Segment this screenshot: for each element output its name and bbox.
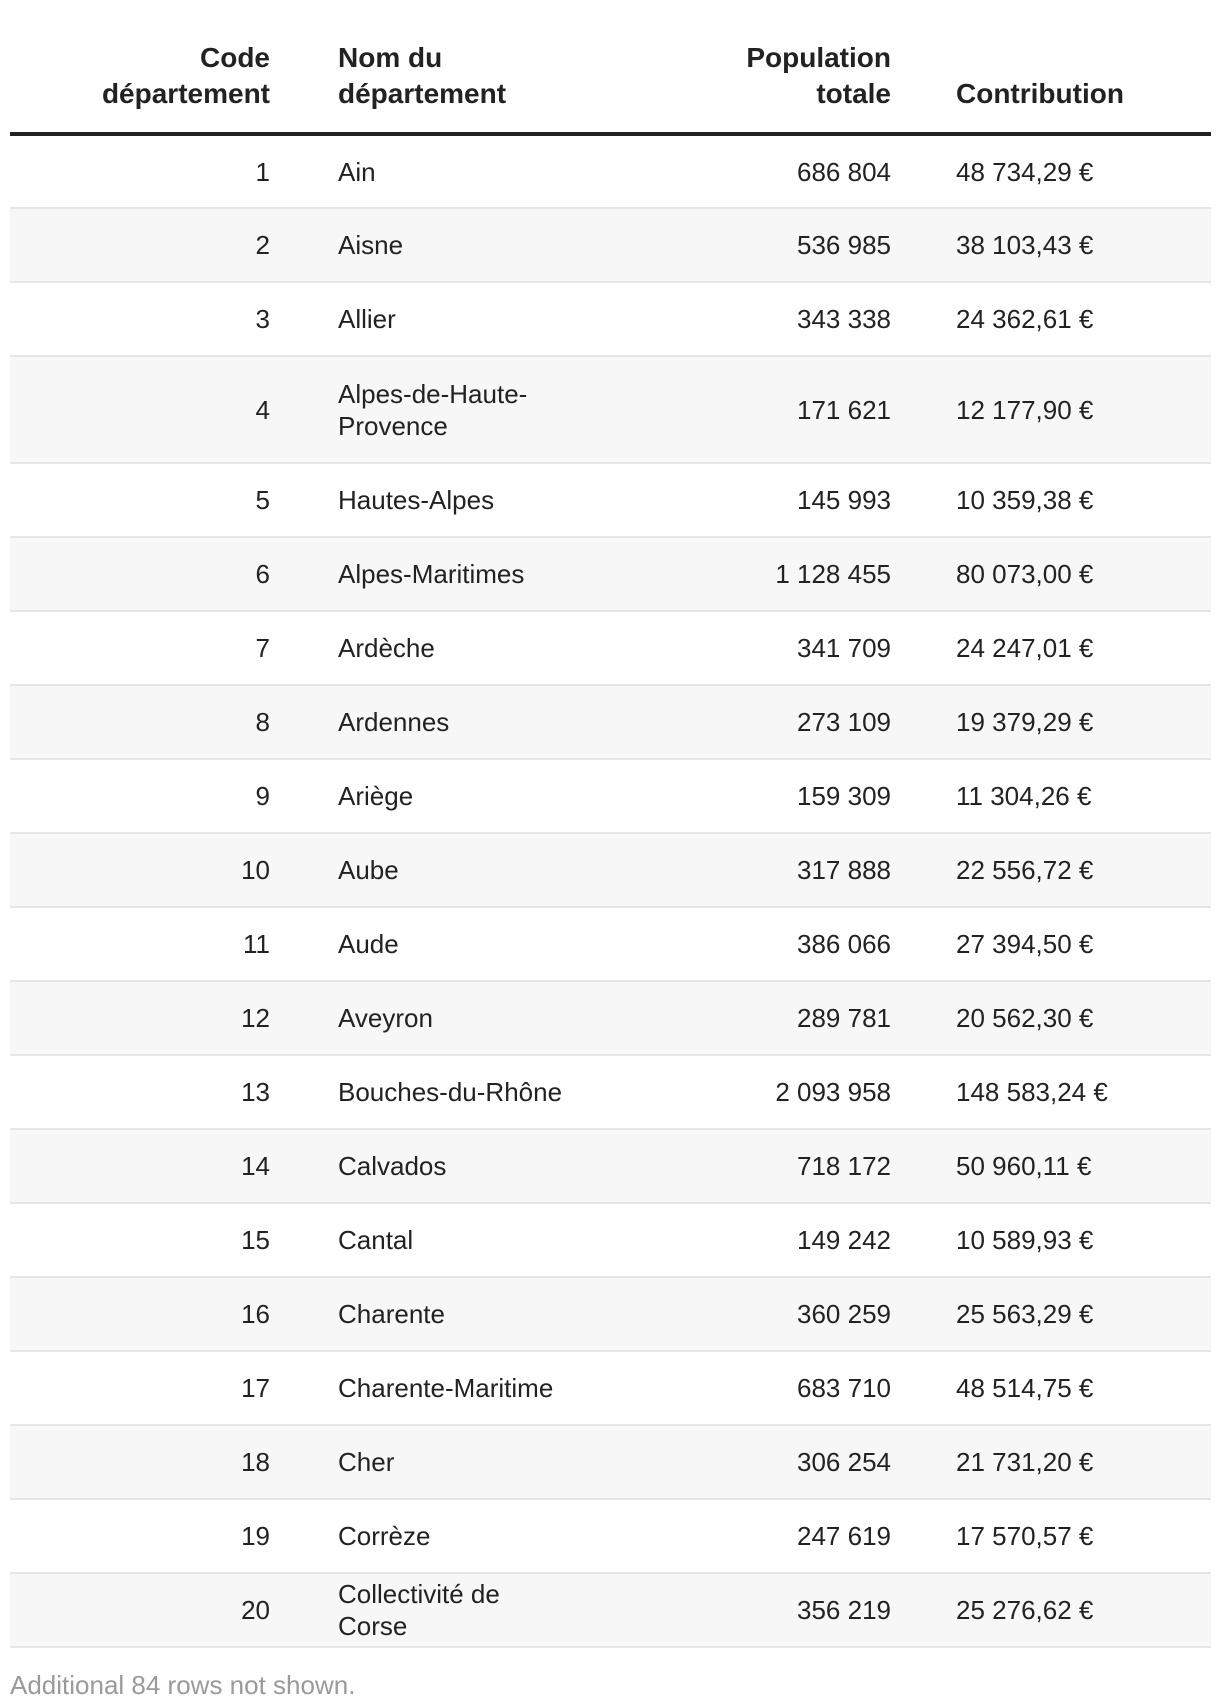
header-name [280, 0, 575, 134]
cell-contribution: 27 394,50 € [891, 907, 1211, 981]
cell-name: Hautes-Alpes [280, 463, 575, 537]
cell-code: 16 [10, 1277, 280, 1351]
cell-contribution: 10 359,38 € [891, 463, 1211, 537]
cell-code: 2 [10, 208, 280, 282]
table-row [10, 1425, 1211, 1499]
cell-name: Allier [280, 282, 575, 356]
table-row [10, 907, 1211, 981]
cell-name: Aveyron [280, 981, 575, 1055]
cell-population: 718 172 [575, 1129, 891, 1203]
data-table-container [10, 0, 1211, 1648]
table-row [10, 463, 1211, 537]
cell-name: Collectivité de Corse [280, 1573, 575, 1647]
cell-name: Ardèche [280, 611, 575, 685]
cell-contribution: 22 556,72 € [891, 833, 1211, 907]
departement-table [10, 0, 1211, 1648]
cell-code: 8 [10, 685, 280, 759]
cell-population: 360 259 [575, 1277, 891, 1351]
cell-code: 1 [10, 134, 280, 208]
header-name-line-2: département [338, 78, 507, 109]
table-row [10, 1203, 1211, 1277]
header-row [10, 0, 1211, 134]
table-row [10, 981, 1211, 1055]
table-row [10, 1499, 1211, 1573]
cell-contribution: 48 734,29 € [891, 134, 1211, 208]
cell-name: Ariège [280, 759, 575, 833]
cell-name: Alpes-Maritimes [280, 537, 575, 611]
cell-population: 1 128 455 [575, 537, 891, 611]
cell-contribution: 148 583,24 € [891, 1055, 1211, 1129]
cell-contribution: 10 589,93 € [891, 1203, 1211, 1277]
cell-contribution: 19 379,29 € [891, 685, 1211, 759]
cell-name: Charente [280, 1277, 575, 1351]
table-row [10, 537, 1211, 611]
cell-code: 9 [10, 759, 280, 833]
cell-contribution: 48 514,75 € [891, 1351, 1211, 1425]
cell-code: 5 [10, 463, 280, 537]
header-population-line-1: Population [746, 42, 891, 73]
cell-population: 386 066 [575, 907, 891, 981]
cell-name: Calvados [280, 1129, 575, 1203]
cell-contribution: 17 570,57 € [891, 1499, 1211, 1573]
cell-population: 2 093 958 [575, 1055, 891, 1129]
cell-population: 317 888 [575, 833, 891, 907]
cell-contribution: 80 073,00 € [891, 537, 1211, 611]
cell-name: Ain [280, 134, 575, 208]
cell-population: 356 219 [575, 1573, 891, 1647]
cell-name: Aube [280, 833, 575, 907]
cell-code: 12 [10, 981, 280, 1055]
cell-code: 14 [10, 1129, 280, 1203]
rows-not-shown-note: Additional 84 rows not shown. [10, 1670, 356, 1700]
cell-population: 306 254 [575, 1425, 891, 1499]
cell-population: 341 709 [575, 611, 891, 685]
table-header [10, 0, 1211, 134]
header-contribution [891, 0, 1211, 134]
table-row [10, 1573, 1211, 1647]
cell-code: 17 [10, 1351, 280, 1425]
cell-code: 11 [10, 907, 280, 981]
table-row [10, 1129, 1211, 1203]
cell-name-line-1: Alpes-de-Haute- [338, 378, 528, 409]
cell-code: 4 [10, 356, 280, 463]
cell-population: 159 309 [575, 759, 891, 833]
cell-population: 686 804 [575, 134, 891, 208]
table-row [10, 1351, 1211, 1425]
table-row [10, 282, 1211, 356]
header-contribution-line-1: Contribution [956, 78, 1124, 109]
cell-contribution: 50 960,11 € [891, 1129, 1211, 1203]
cell-name: Aude [280, 907, 575, 981]
cell-contribution: 12 177,90 € [891, 356, 1211, 463]
table-body [10, 134, 1211, 1647]
cell-contribution: 25 276,62 € [891, 1573, 1211, 1647]
cell-contribution: 24 247,01 € [891, 611, 1211, 685]
table-row [10, 685, 1211, 759]
cell-population: 149 242 [575, 1203, 891, 1277]
table-row [10, 1055, 1211, 1129]
cell-name: Corrèze [280, 1499, 575, 1573]
cell-name: Cher [280, 1425, 575, 1499]
header-code-line-1: Code [200, 42, 270, 73]
cell-code: 19 [10, 1499, 280, 1573]
header-name-line-1: Nom du [338, 42, 443, 73]
cell-code: 13 [10, 1055, 280, 1129]
cell-population: 145 993 [575, 463, 891, 537]
table-row [10, 356, 1211, 463]
cell-contribution: 21 731,20 € [891, 1425, 1211, 1499]
table-row [10, 1277, 1211, 1351]
table-row [10, 759, 1211, 833]
cell-population: 683 710 [575, 1351, 891, 1425]
cell-code: 15 [10, 1203, 280, 1277]
cell-contribution: 38 103,43 € [891, 208, 1211, 282]
cell-population: 289 781 [575, 981, 891, 1055]
cell-population: 536 985 [575, 208, 891, 282]
cell-name: Bouches-du-Rhône [280, 1055, 575, 1129]
cell-contribution: 20 562,30 € [891, 981, 1211, 1055]
cell-contribution: 24 362,61 € [891, 282, 1211, 356]
table-row [10, 134, 1211, 208]
cell-name [280, 356, 575, 463]
cell-population: 171 621 [575, 356, 891, 463]
cell-population: 343 338 [575, 282, 891, 356]
header-population [575, 0, 891, 134]
cell-name: Charente-Maritime [280, 1351, 575, 1425]
cell-contribution: 25 563,29 € [891, 1277, 1211, 1351]
cell-code: 7 [10, 611, 280, 685]
cell-population: 247 619 [575, 1499, 891, 1573]
cell-name-line-2: Provence [338, 410, 448, 441]
cell-contribution: 11 304,26 € [891, 759, 1211, 833]
cell-code: 10 [10, 833, 280, 907]
cell-code: 3 [10, 282, 280, 356]
table-row [10, 208, 1211, 282]
cell-code: 18 [10, 1425, 280, 1499]
cell-population: 273 109 [575, 685, 891, 759]
table-row [10, 611, 1211, 685]
header-code [10, 0, 280, 134]
cell-name: Cantal [280, 1203, 575, 1277]
cell-name: Ardennes [280, 685, 575, 759]
cell-name: Aisne [280, 208, 575, 282]
cell-code: 6 [10, 537, 280, 611]
header-population-line-2: totale [816, 78, 891, 109]
cell-code: 20 [10, 1573, 280, 1647]
header-code-line-2: département [101, 78, 270, 109]
table-row [10, 833, 1211, 907]
